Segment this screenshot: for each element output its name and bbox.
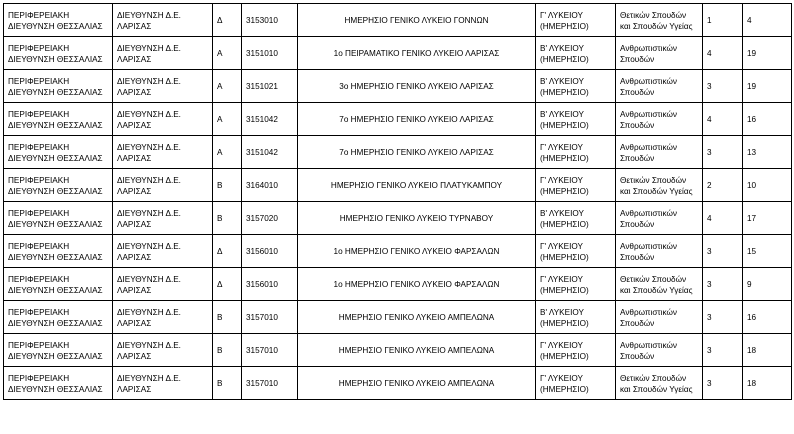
region-cell: ΠΕΡΙΦΕΡΕΙΑΚΗ ΔΙΕΥΘΥΝΣΗ ΘΕΣΣΑΛΙΑΣ xyxy=(4,334,113,367)
number-cell-2: 19 xyxy=(743,37,792,70)
school-cell: ΗΜΕΡΗΣΙΟ ΓΕΝΙΚΟ ΛΥΚΕΙΟ ΤΥΡΝΑΒΟΥ xyxy=(298,202,536,235)
directorate-cell: ΔΙΕΥΘΥΝΣΗ Δ.Ε. ΛΑΡΙΣΑΣ xyxy=(113,367,213,400)
group-cell: Ανθρωπιστικών Σπουδών xyxy=(616,334,703,367)
region-cell: ΠΕΡΙΦΕΡΕΙΑΚΗ ΔΙΕΥΘΥΝΣΗ ΘΕΣΣΑΛΙΑΣ xyxy=(4,70,113,103)
directorate-cell: ΔΙΕΥΘΥΝΣΗ Δ.Ε. ΛΑΡΙΣΑΣ xyxy=(113,202,213,235)
class-cell: Γ' ΛΥΚΕΙΟΥ (ΗΜΕΡΗΣΙΟ) xyxy=(536,169,616,202)
directorate-cell: ΔΙΕΥΘΥΝΣΗ Δ.Ε. ΛΑΡΙΣΑΣ xyxy=(113,301,213,334)
school-cell: ΗΜΕΡΗΣΙΟ ΓΕΝΙΚΟ ΛΥΚΕΙΟ ΑΜΠΕΛΩΝΑ xyxy=(298,334,536,367)
class-cell: Β' ΛΥΚΕΙΟΥ (ΗΜΕΡΗΣΙΟ) xyxy=(536,37,616,70)
area-cell: Δ xyxy=(213,4,242,37)
number-cell-1: 3 xyxy=(703,268,743,301)
number-cell-2: 17 xyxy=(743,202,792,235)
area-cell: Β xyxy=(213,367,242,400)
class-cell: Γ' ΛΥΚΕΙΟΥ (ΗΜΕΡΗΣΙΟ) xyxy=(536,268,616,301)
directorate-cell: ΔΙΕΥΘΥΝΣΗ Δ.Ε. ΛΑΡΙΣΑΣ xyxy=(113,235,213,268)
school-cell: ΗΜΕΡΗΣΙΟ ΓΕΝΙΚΟ ΛΥΚΕΙΟ ΠΛΑΤΥΚΑΜΠΟΥ xyxy=(298,169,536,202)
group-cell: Ανθρωπιστικών Σπουδών xyxy=(616,103,703,136)
number-cell-2: 18 xyxy=(743,334,792,367)
class-cell: Γ' ΛΥΚΕΙΟΥ (ΗΜΕΡΗΣΙΟ) xyxy=(536,367,616,400)
group-cell: Ανθρωπιστικών Σπουδών xyxy=(616,70,703,103)
region-cell: ΠΕΡΙΦΕΡΕΙΑΚΗ ΔΙΕΥΘΥΝΣΗ ΘΕΣΣΑΛΙΑΣ xyxy=(4,169,113,202)
area-cell: Δ xyxy=(213,235,242,268)
area-cell: Β xyxy=(213,301,242,334)
group-cell: Θετικών Σπουδών και Σπουδών Υγείας xyxy=(616,367,703,400)
code-cell: 3157010 xyxy=(242,334,298,367)
school-cell: 7ο ΗΜΕΡΗΣΙΟ ΓΕΝΙΚΟ ΛΥΚΕΙΟ ΛΑΡΙΣΑΣ xyxy=(298,103,536,136)
table-row xyxy=(4,334,792,367)
group-cell: Θετικών Σπουδών και Σπουδών Υγείας xyxy=(616,169,703,202)
area-cell: Α xyxy=(213,103,242,136)
group-cell: Ανθρωπιστικών Σπουδών xyxy=(616,235,703,268)
table-row xyxy=(4,103,792,136)
school-cell: 1ο ΗΜΕΡΗΣΙΟ ΓΕΝΙΚΟ ΛΥΚΕΙΟ ΦΑΡΣΑΛΩΝ xyxy=(298,268,536,301)
number-cell-2: 10 xyxy=(743,169,792,202)
directorate-cell: ΔΙΕΥΘΥΝΣΗ Δ.Ε. ΛΑΡΙΣΑΣ xyxy=(113,334,213,367)
number-cell-2: 15 xyxy=(743,235,792,268)
directorate-cell: ΔΙΕΥΘΥΝΣΗ Δ.Ε. ΛΑΡΙΣΑΣ xyxy=(113,268,213,301)
table-row xyxy=(4,202,792,235)
table-row xyxy=(4,367,792,400)
region-cell: ΠΕΡΙΦΕΡΕΙΑΚΗ ΔΙΕΥΘΥΝΣΗ ΘΕΣΣΑΛΙΑΣ xyxy=(4,301,113,334)
area-cell: Α xyxy=(213,70,242,103)
table-row xyxy=(4,169,792,202)
number-cell-1: 2 xyxy=(703,169,743,202)
number-cell-1: 3 xyxy=(703,301,743,334)
group-cell: Ανθρωπιστικών Σπουδών xyxy=(616,37,703,70)
code-cell: 3156010 xyxy=(242,268,298,301)
class-cell: Β' ΛΥΚΕΙΟΥ (ΗΜΕΡΗΣΙΟ) xyxy=(536,202,616,235)
school-cell: 7ο ΗΜΕΡΗΣΙΟ ΓΕΝΙΚΟ ΛΥΚΕΙΟ ΛΑΡΙΣΑΣ xyxy=(298,136,536,169)
directorate-cell: ΔΙΕΥΘΥΝΣΗ Δ.Ε. ΛΑΡΙΣΑΣ xyxy=(113,4,213,37)
class-cell: Γ' ΛΥΚΕΙΟΥ (ΗΜΕΡΗΣΙΟ) xyxy=(536,334,616,367)
school-cell: ΗΜΕΡΗΣΙΟ ΓΕΝΙΚΟ ΛΥΚΕΙΟ ΓΟΝΝΩΝ xyxy=(298,4,536,37)
number-cell-1: 3 xyxy=(703,334,743,367)
table-body xyxy=(4,4,792,400)
table-row xyxy=(4,70,792,103)
area-cell: Β xyxy=(213,334,242,367)
group-cell: Ανθρωπιστικών Σπουδών xyxy=(616,202,703,235)
number-cell-1: 4 xyxy=(703,202,743,235)
schools-table xyxy=(3,3,792,400)
table-row xyxy=(4,136,792,169)
number-cell-1: 3 xyxy=(703,136,743,169)
school-cell: ΗΜΕΡΗΣΙΟ ΓΕΝΙΚΟ ΛΥΚΕΙΟ ΑΜΠΕΛΩΝΑ xyxy=(298,301,536,334)
code-cell: 3151010 xyxy=(242,37,298,70)
area-cell: Α xyxy=(213,136,242,169)
region-cell: ΠΕΡΙΦΕΡΕΙΑΚΗ ΔΙΕΥΘΥΝΣΗ ΘΕΣΣΑΛΙΑΣ xyxy=(4,4,113,37)
school-cell: 3ο ΗΜΕΡΗΣΙΟ ΓΕΝΙΚΟ ΛΥΚΕΙΟ ΛΑΡΙΣΑΣ xyxy=(298,70,536,103)
area-cell: Α xyxy=(213,37,242,70)
number-cell-1: 3 xyxy=(703,235,743,268)
class-cell: Β' ΛΥΚΕΙΟΥ (ΗΜΕΡΗΣΙΟ) xyxy=(536,103,616,136)
code-cell: 3151042 xyxy=(242,103,298,136)
area-cell: Β xyxy=(213,202,242,235)
class-cell: Β' ΛΥΚΕΙΟΥ (ΗΜΕΡΗΣΙΟ) xyxy=(536,70,616,103)
class-cell: Γ' ΛΥΚΕΙΟΥ (ΗΜΕΡΗΣΙΟ) xyxy=(536,235,616,268)
directorate-cell: ΔΙΕΥΘΥΝΣΗ Δ.Ε. ΛΑΡΙΣΑΣ xyxy=(113,70,213,103)
number-cell-1: 4 xyxy=(703,37,743,70)
group-cell: Θετικών Σπουδών και Σπουδών Υγείας xyxy=(616,268,703,301)
number-cell-1: 4 xyxy=(703,103,743,136)
class-cell: Γ' ΛΥΚΕΙΟΥ (ΗΜΕΡΗΣΙΟ) xyxy=(536,4,616,37)
group-cell: Θετικών Σπουδών και Σπουδών Υγείας xyxy=(616,4,703,37)
directorate-cell: ΔΙΕΥΘΥΝΣΗ Δ.Ε. ΛΑΡΙΣΑΣ xyxy=(113,103,213,136)
code-cell: 3157020 xyxy=(242,202,298,235)
number-cell-2: 13 xyxy=(743,136,792,169)
region-cell: ΠΕΡΙΦΕΡΕΙΑΚΗ ΔΙΕΥΘΥΝΣΗ ΘΕΣΣΑΛΙΑΣ xyxy=(4,367,113,400)
table-row xyxy=(4,4,792,37)
region-cell: ΠΕΡΙΦΕΡΕΙΑΚΗ ΔΙΕΥΘΥΝΣΗ ΘΕΣΣΑΛΙΑΣ xyxy=(4,136,113,169)
school-cell: 1ο ΠΕΙΡΑΜΑΤΙΚΟ ΓΕΝΙΚΟ ΛΥΚΕΙΟ ΛΑΡΙΣΑΣ xyxy=(298,37,536,70)
table-row xyxy=(4,235,792,268)
number-cell-2: 19 xyxy=(743,70,792,103)
number-cell-2: 16 xyxy=(743,103,792,136)
code-cell: 3151021 xyxy=(242,70,298,103)
area-cell: Δ xyxy=(213,268,242,301)
code-cell: 3151042 xyxy=(242,136,298,169)
number-cell-1: 3 xyxy=(703,367,743,400)
table-row xyxy=(4,301,792,334)
table-row xyxy=(4,37,792,70)
region-cell: ΠΕΡΙΦΕΡΕΙΑΚΗ ΔΙΕΥΘΥΝΣΗ ΘΕΣΣΑΛΙΑΣ xyxy=(4,235,113,268)
code-cell: 3156010 xyxy=(242,235,298,268)
code-cell: 3153010 xyxy=(242,4,298,37)
number-cell-1: 3 xyxy=(703,70,743,103)
directorate-cell: ΔΙΕΥΘΥΝΣΗ Δ.Ε. ΛΑΡΙΣΑΣ xyxy=(113,169,213,202)
code-cell: 3157010 xyxy=(242,367,298,400)
number-cell-2: 9 xyxy=(743,268,792,301)
class-cell: Γ' ΛΥΚΕΙΟΥ (ΗΜΕΡΗΣΙΟ) xyxy=(536,136,616,169)
directorate-cell: ΔΙΕΥΘΥΝΣΗ Δ.Ε. ΛΑΡΙΣΑΣ xyxy=(113,136,213,169)
region-cell: ΠΕΡΙΦΕΡΕΙΑΚΗ ΔΙΕΥΘΥΝΣΗ ΘΕΣΣΑΛΙΑΣ xyxy=(4,268,113,301)
table-row xyxy=(4,268,792,301)
group-cell: Ανθρωπιστικών Σπουδών xyxy=(616,136,703,169)
region-cell: ΠΕΡΙΦΕΡΕΙΑΚΗ ΔΙΕΥΘΥΝΣΗ ΘΕΣΣΑΛΙΑΣ xyxy=(4,37,113,70)
number-cell-2: 18 xyxy=(743,367,792,400)
number-cell-2: 4 xyxy=(743,4,792,37)
class-cell: Β' ΛΥΚΕΙΟΥ (ΗΜΕΡΗΣΙΟ) xyxy=(536,301,616,334)
directorate-cell: ΔΙΕΥΘΥΝΣΗ Δ.Ε. ΛΑΡΙΣΑΣ xyxy=(113,37,213,70)
code-cell: 3157010 xyxy=(242,301,298,334)
number-cell-2: 16 xyxy=(743,301,792,334)
region-cell: ΠΕΡΙΦΕΡΕΙΑΚΗ ΔΙΕΥΘΥΝΣΗ ΘΕΣΣΑΛΙΑΣ xyxy=(4,103,113,136)
group-cell: Ανθρωπιστικών Σπουδών xyxy=(616,301,703,334)
code-cell: 3164010 xyxy=(242,169,298,202)
number-cell-1: 1 xyxy=(703,4,743,37)
school-cell: 1ο ΗΜΕΡΗΣΙΟ ΓΕΝΙΚΟ ΛΥΚΕΙΟ ΦΑΡΣΑΛΩΝ xyxy=(298,235,536,268)
region-cell: ΠΕΡΙΦΕΡΕΙΑΚΗ ΔΙΕΥΘΥΝΣΗ ΘΕΣΣΑΛΙΑΣ xyxy=(4,202,113,235)
area-cell: Β xyxy=(213,169,242,202)
school-cell: ΗΜΕΡΗΣΙΟ ΓΕΝΙΚΟ ΛΥΚΕΙΟ ΑΜΠΕΛΩΝΑ xyxy=(298,367,536,400)
